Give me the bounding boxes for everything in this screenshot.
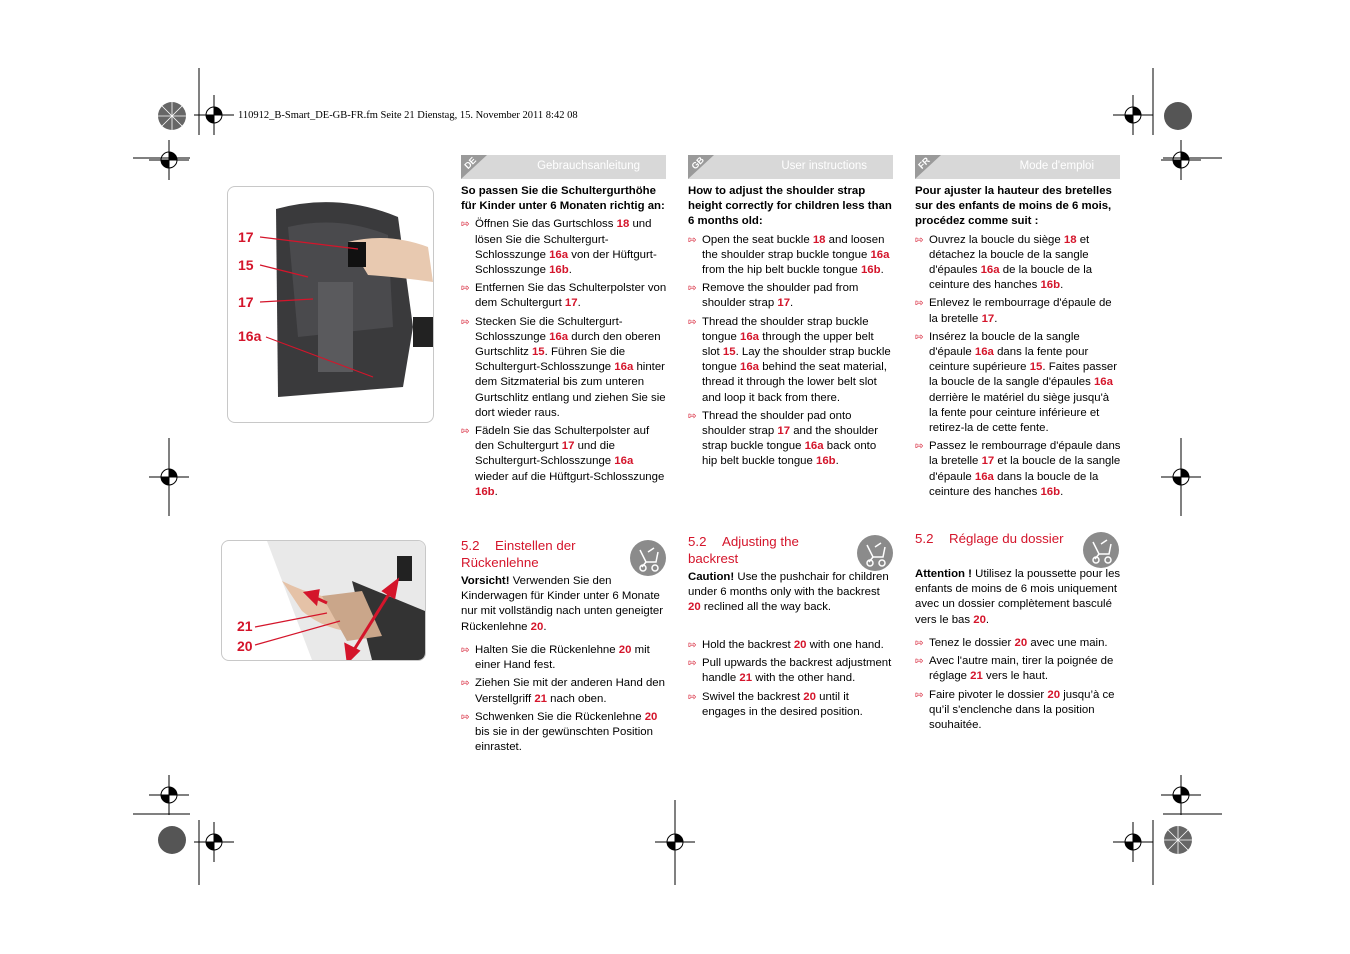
step-item: [688, 233, 894, 279]
column-gb: [688, 184, 894, 473]
step-item: [915, 636, 1121, 651]
reference-number: 16b: [549, 264, 569, 277]
figure-shoulder-strap: [227, 186, 434, 423]
step-arrow-icon: ⇰: [688, 658, 697, 670]
step-arrow-icon: ⇰: [461, 711, 470, 723]
crosshair-mark-icon: [1113, 95, 1153, 135]
caution-text: Verwenden Sie den Kinderwagen für Kinder unter 6 Monate nur mit vollständig nach unten geneigter Rückenlehne 20.: [461, 575, 663, 633]
reference-number: 20: [644, 710, 658, 723]
callout-label: 20: [237, 638, 253, 654]
steps-list: [688, 638, 894, 720]
reference-number: 16b: [860, 264, 881, 277]
reference-number: 16a: [614, 361, 634, 374]
reference-number: 15: [722, 346, 736, 359]
step-arrow-icon: ⇰: [915, 298, 924, 310]
section-heading: [461, 537, 621, 571]
star-target-icon: [152, 96, 192, 136]
crosshair-mark-icon: [1161, 775, 1201, 815]
reference-number: 16a: [974, 346, 994, 359]
intro-heading: How to adjust the shoulder strap height correctly for children less than 6 months old:: [688, 185, 892, 228]
caution-de: [461, 574, 667, 635]
step-text: Ziehen Sie mit der anderen Hand den Verstellgriff 21 nach oben.: [475, 677, 665, 705]
caution-text: Use the pushchair for children under 6 months only with the backrest 20 reclined all the way back.: [688, 571, 889, 614]
reference-number: 21: [739, 672, 753, 685]
reference-number: 17: [777, 425, 791, 438]
step-arrow-icon: ⇰: [461, 316, 470, 328]
reference-number: 16a: [1093, 376, 1113, 389]
steps2-de: [461, 643, 667, 758]
steps-list: [461, 217, 667, 500]
step-arrow-icon: ⇰: [461, 219, 470, 231]
step-arrow-icon: ⇰: [915, 331, 924, 343]
step-text: Avec l'autre main, tirer la poignée de réglage 21 vers le haut.: [929, 655, 1114, 683]
step-text: Insérez la boucle de la sangle d'épaule 16a dans la fente pour ceinture supérieure 15. Faites passer la boucle de la sangle d'épaules 16a derrière le matériel du siège jusqu'à la fente pour ceinture inférieure et retirez-la de cette fente.: [929, 330, 1118, 435]
stroller-icon: [1083, 532, 1119, 568]
reference-number: 15: [1029, 361, 1043, 374]
caution-fr: [915, 567, 1121, 628]
steps-list: [688, 233, 894, 470]
section-title: Adjusting the backrest: [688, 534, 799, 566]
step-item: [915, 233, 1121, 294]
reference-number: 20: [618, 644, 632, 656]
step-arrow-icon: ⇰: [461, 645, 470, 656]
step-item: [461, 676, 667, 706]
stroller-icon: [857, 535, 893, 571]
figure-backrest: [221, 540, 426, 661]
stroller-icon: [630, 540, 666, 576]
step-text: Remove the shoulder pad from shoulder strap 17.: [702, 282, 859, 310]
reference-number: 16b: [1040, 485, 1061, 498]
step-text: Faire pivoter le dossier 20 jusqu’à ce qu’il s'enclenche dans la position souhaitée.: [929, 688, 1115, 732]
crosshair-mark-icon: [194, 95, 234, 135]
step-item: [915, 688, 1121, 734]
reference-number: 15: [531, 346, 545, 359]
step-text: Entfernen Sie das Schulterpolster von dem Schultergurt 17.: [475, 282, 667, 310]
file-info: 110912_B-Smart_DE-GB-FR.fm Seite 21 Dienstag, 15. November 2011 8:42 08: [238, 110, 578, 121]
step-arrow-icon: ⇰: [915, 234, 924, 246]
step-item: [688, 409, 894, 470]
section-heading: [688, 533, 848, 567]
reference-number: 16a: [804, 440, 824, 453]
reference-number: 20: [530, 620, 544, 633]
step-arrow-icon: ⇰: [915, 441, 924, 453]
step-arrow-icon: ⇰: [915, 689, 924, 701]
crosshair-mark-icon: [149, 775, 189, 815]
step-item: [461, 281, 667, 311]
step-item: [688, 656, 894, 686]
header-fr: [915, 155, 1120, 179]
step-arrow-icon: ⇰: [688, 640, 697, 651]
header-de: [461, 155, 666, 179]
reference-number: 18: [812, 233, 826, 246]
reference-number: 21: [970, 670, 983, 683]
steps-list: [915, 233, 1121, 500]
step-item: [688, 690, 894, 720]
crosshair-mark-icon: [1113, 822, 1153, 862]
reference-number: 21: [534, 692, 547, 705]
step-item: [461, 315, 667, 421]
reference-number: 20: [1014, 637, 1028, 649]
crosshair-mark-icon: [149, 140, 189, 180]
reference-number: 16a: [980, 264, 1000, 277]
step-arrow-icon: ⇰: [688, 316, 697, 328]
step-arrow-icon: ⇰: [688, 691, 697, 703]
reference-number: 20: [973, 613, 986, 626]
section-number: 5.2: [461, 538, 480, 553]
crosshair-mark-icon: [1161, 140, 1201, 180]
reference-number: 16b: [475, 485, 495, 498]
caution-gb: [688, 570, 894, 616]
star-target-icon: [1158, 96, 1198, 136]
section-heading: [915, 530, 1085, 547]
callout-label: 21: [237, 618, 253, 634]
header-title: Mode d'emploi: [1019, 160, 1094, 172]
step-text: Ouvrez la boucle du siège 18 et détachez la boucle de la sangle d'épaules 16a de la boucle de la ceinture des hanches 16b.: [929, 233, 1093, 292]
step-item: [461, 424, 667, 500]
step-text: Thread the shoulder strap buckle tongue 16a through the upper belt slot 15. Lay the shoulder strap buckle tongue 16a behind the seat material, thread it through the lower belt slot and loop it back from there.: [702, 315, 891, 404]
step-text: Stecken Sie die Schultergurt-Schlosszunge 16a durch den oberen Gurtschlitz 15. Führen Sie die Schultergurt-Schlosszunge 16a hinter dem Sitzmaterial bis zum unteren Gurtschlitz entlang und ziehen Sie sie dort wieder raus.: [475, 315, 666, 419]
step-arrow-icon: ⇰: [688, 410, 697, 422]
star-target-icon: [1158, 820, 1198, 860]
step-text: Pull upwards the backrest adjustment handle 21 with the other hand.: [702, 657, 892, 685]
reference-number: 17: [777, 297, 791, 310]
crosshair-mark-icon: [149, 457, 189, 497]
steps2-gb: [688, 638, 894, 723]
step-item: [915, 439, 1121, 500]
step-item: [461, 710, 667, 756]
caution-label: Attention !: [915, 568, 972, 580]
reference-number: 16a: [974, 470, 994, 483]
reference-number: 17: [561, 440, 575, 453]
header-title: User instructions: [781, 160, 867, 172]
crosshair-mark-icon: [194, 822, 234, 862]
reference-number: 16a: [740, 361, 760, 374]
step-arrow-icon: ⇰: [688, 234, 697, 246]
step-item: [688, 315, 894, 406]
step-text: Halten Sie die Rückenlehne 20 mit einer Hand fest.: [475, 644, 650, 672]
step-arrow-icon: ⇰: [915, 656, 924, 668]
step-item: [915, 330, 1121, 436]
step-text: Open the seat buckle 18 and loosen the shoulder strap buckle tongue 16a from the hip belt buckle tongue 16b.: [702, 233, 890, 277]
language-code: FR: [916, 155, 932, 171]
step-item: [915, 296, 1121, 326]
step-text: Swivel the backrest 20 until it engages in the desired position.: [702, 690, 863, 718]
header-gb: [688, 155, 893, 179]
step-text: Öffnen Sie das Gurtschloss 18 und lösen Sie die Schultergurt-Schlosszunge 16a von der Hüftgurt-Schlosszunge 16b.: [475, 218, 657, 277]
callout-label: 17: [238, 294, 254, 310]
crosshair-mark-icon: [655, 822, 695, 862]
section-number: 5.2: [915, 531, 934, 546]
step-arrow-icon: ⇰: [461, 678, 470, 690]
step-text: Thread the shoulder pad onto shoulder strap 17 and the shoulder strap buckle tongue 16a back onto hip belt buckle tongue 16b.: [702, 409, 879, 468]
steps2-fr: [915, 636, 1121, 736]
step-item: [688, 638, 894, 653]
reference-number: 16a: [740, 330, 760, 343]
step-item: [688, 281, 894, 311]
language-code: GB: [689, 154, 707, 172]
caution-text: Utilisez la poussette pour les enfants de moins de 6 mois uniquement avec un dossier complètement basculé vers le bas 20.: [915, 568, 1121, 626]
reference-number: 17: [981, 312, 995, 325]
callout-lines: [228, 187, 433, 422]
step-text: Tenez le dossier 20 avec une main.: [929, 637, 1108, 649]
reference-number: 16b: [1040, 279, 1061, 292]
step-arrow-icon: ⇰: [688, 283, 697, 295]
column-fr: [915, 184, 1121, 503]
reference-number: 16a: [549, 248, 569, 261]
step-text: Fädeln Sie das Schulterpolster auf den Schultergurt 17 und die Schultergurt-Schlosszunge 16a wieder auf die Hüftgurt-Schlosszunge 16b.: [475, 425, 665, 498]
intro-heading: So passen Sie die Schultergurthöhe für Kinder unter 6 Monaten richtig an:: [461, 185, 665, 213]
callout-label: 15: [238, 257, 254, 273]
callout-label: 17: [238, 229, 254, 245]
star-target-icon: [152, 820, 192, 860]
header-title: Gebrauchsanleitung: [537, 160, 640, 172]
step-item: [461, 217, 667, 278]
steps-list: [461, 643, 667, 755]
language-code: DE: [462, 155, 479, 171]
step-arrow-icon: ⇰: [915, 638, 924, 649]
reference-number: 16b: [816, 455, 836, 468]
section-title: Réglage du dossier: [949, 531, 1064, 546]
reference-number: 18: [616, 218, 630, 231]
callout-label: 16a: [238, 328, 262, 344]
caution-label: Caution!: [688, 571, 735, 583]
step-arrow-icon: ⇰: [461, 283, 470, 295]
reference-number: 20: [793, 639, 807, 651]
reference-number: 17: [564, 297, 578, 310]
reference-number: 20: [688, 601, 701, 614]
step-text: Hold the backrest 20 with one hand.: [702, 639, 884, 651]
reference-number: 16a: [614, 455, 634, 468]
step-item: [915, 654, 1121, 684]
crosshair-mark-icon: [1161, 457, 1201, 497]
intro-heading: Pour ajuster la hauteur des bretelles sur des enfants de moins de 6 mois, procédez comme suit :: [915, 185, 1112, 228]
step-arrow-icon: ⇰: [461, 426, 470, 438]
caution-label: Vorsicht!: [461, 575, 510, 587]
section-title: Einstellen der Rückenlehne: [461, 538, 576, 570]
column-de: [461, 184, 667, 503]
reference-number: 18: [1063, 233, 1077, 246]
reference-number: 20: [1047, 688, 1061, 701]
reference-number: 16a: [549, 330, 569, 343]
reference-number: 16a: [870, 248, 890, 261]
steps-list: [915, 636, 1121, 733]
step-text: Schwenken Sie die Rückenlehne 20 bis sie in der gewünschten Position einrastet.: [475, 710, 658, 754]
reference-number: 20: [803, 690, 816, 703]
step-item: [461, 643, 667, 673]
reference-number: 17: [981, 455, 995, 468]
step-text: Passez le rembourrage d'épaule dans la bretelle 17 et la boucle de la sangle d'épaule 16a dans la boucle de la ceinture des hanches 16b.: [929, 440, 1121, 498]
step-text: Enlevez le rembourrage d'épaule de la bretelle 17.: [929, 297, 1112, 325]
section-number: 5.2: [688, 534, 707, 549]
